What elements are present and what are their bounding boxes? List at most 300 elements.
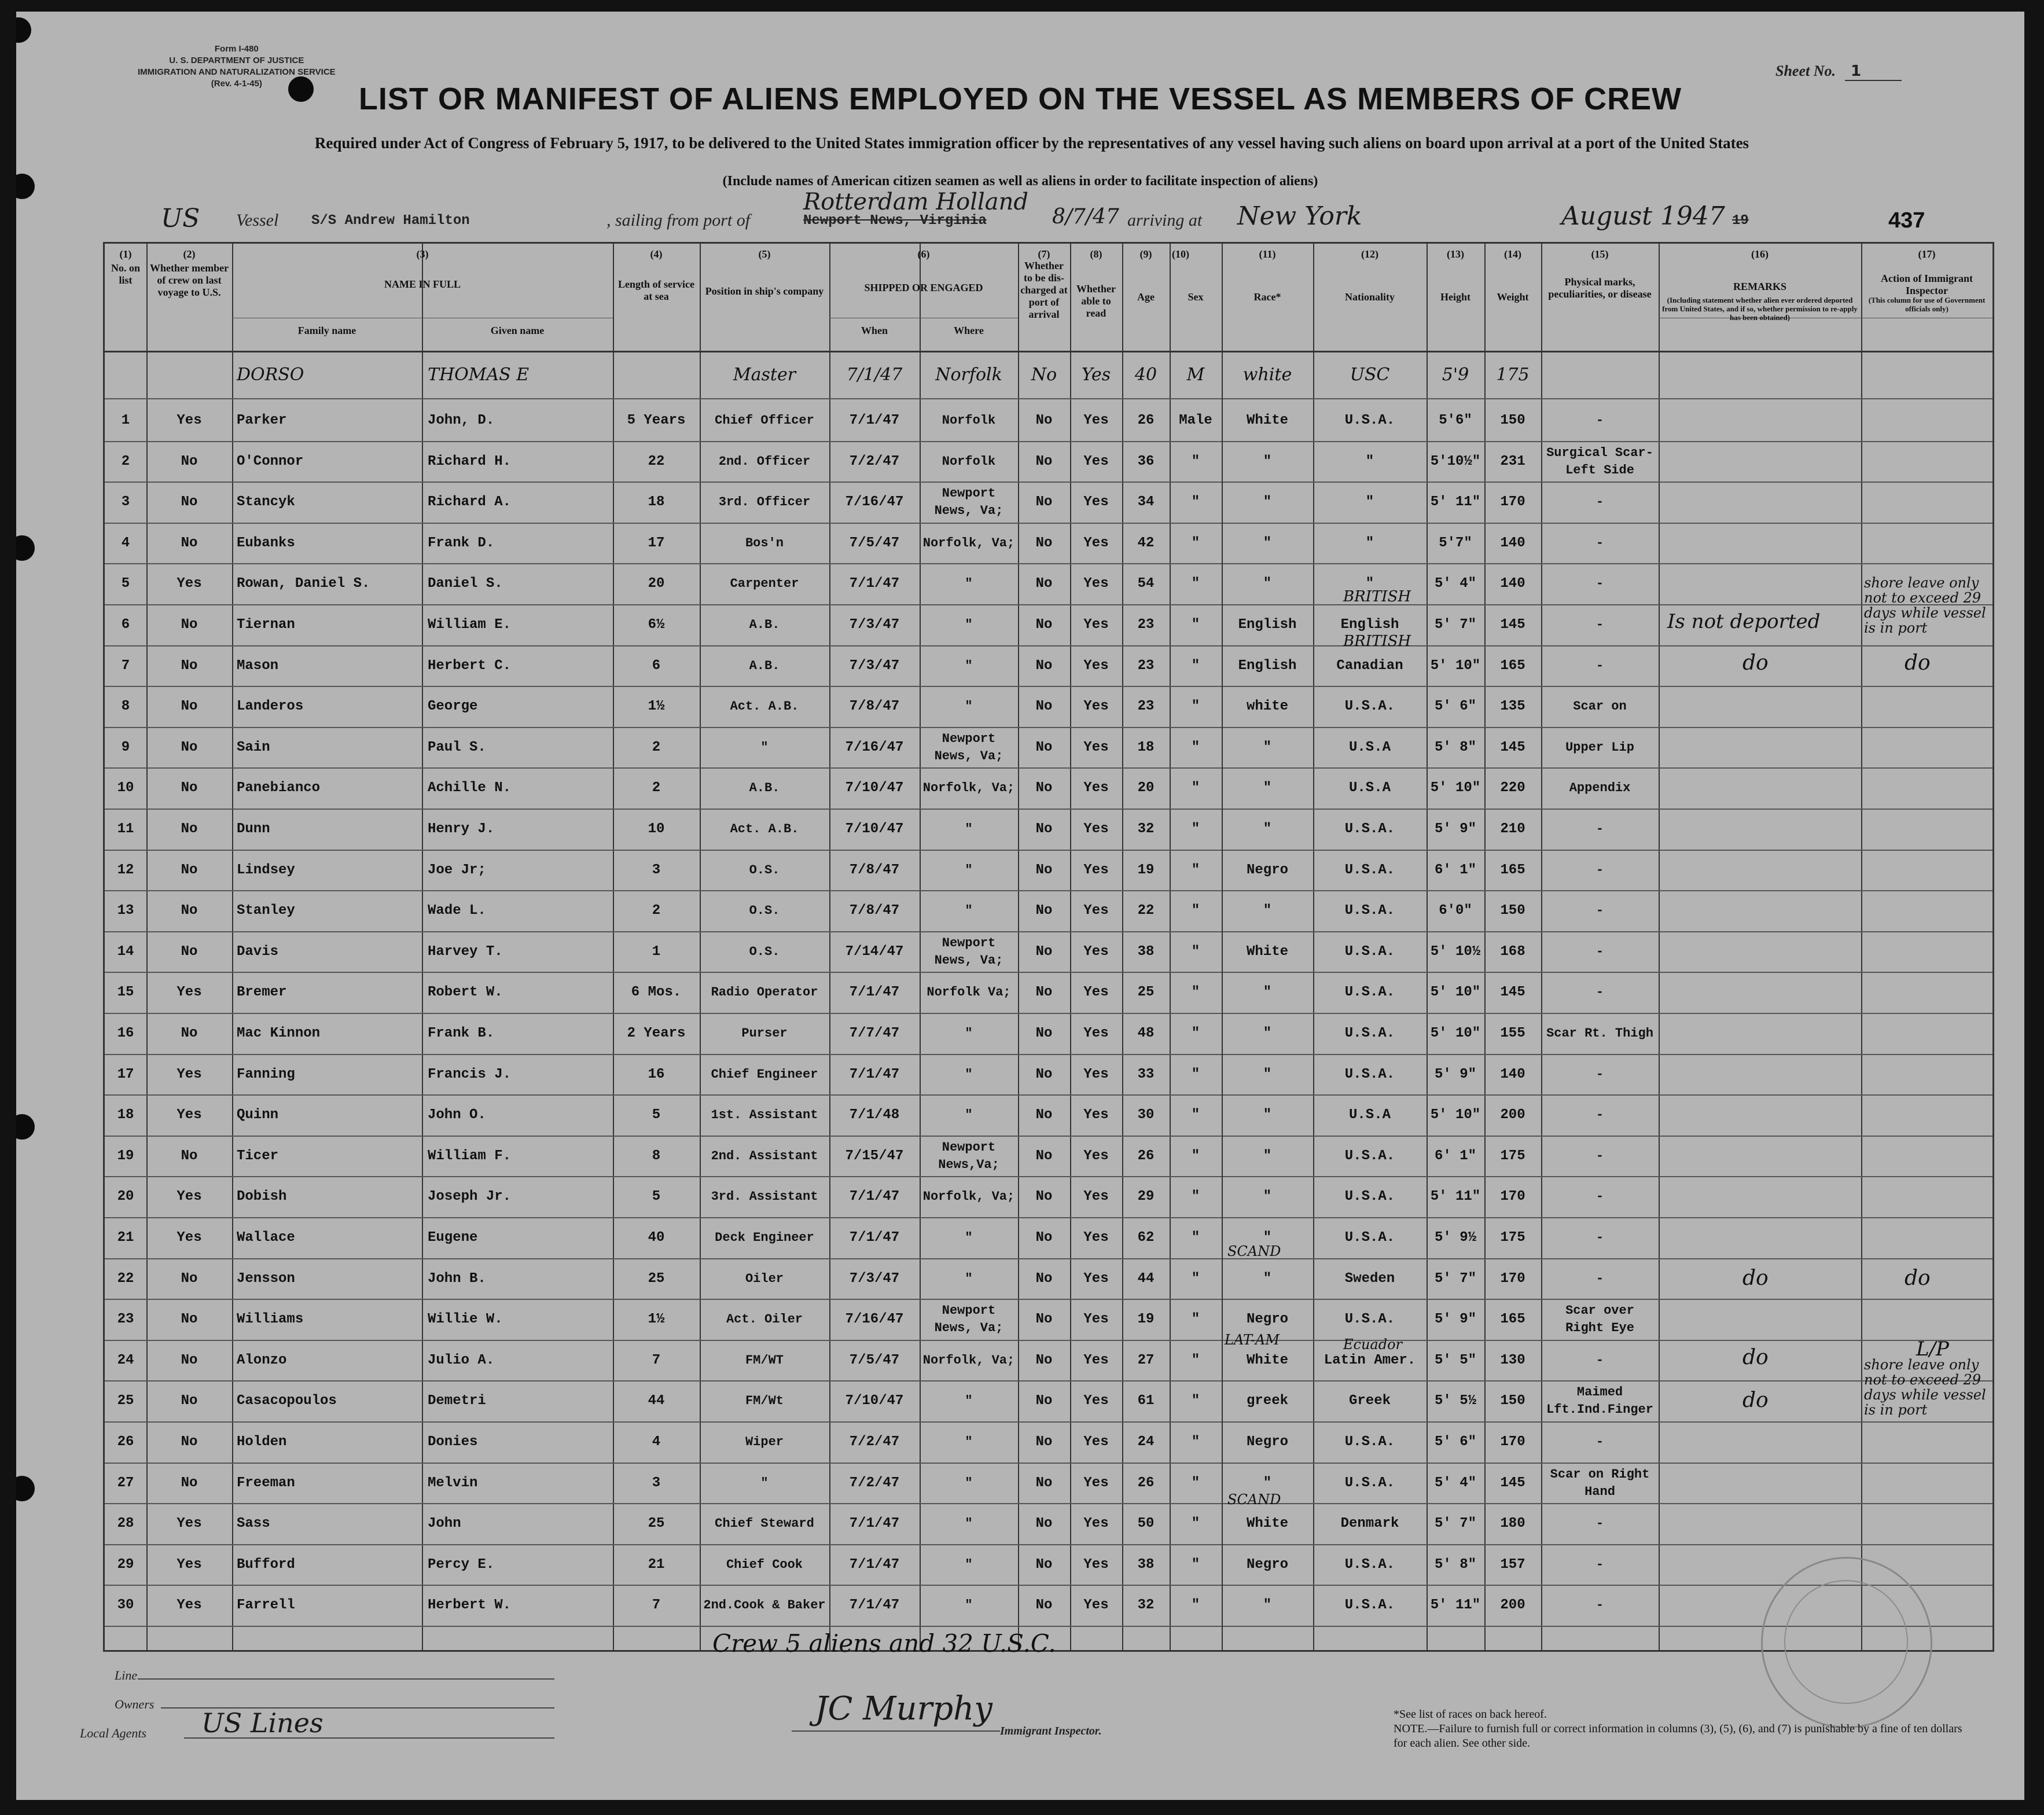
cell-service: 22 bbox=[648, 454, 665, 469]
cell-sex: " bbox=[1191, 454, 1200, 469]
cell-sex: " bbox=[1191, 903, 1200, 918]
cell-family: Bufford bbox=[237, 1557, 295, 1572]
arriving-label: arriving at bbox=[1127, 211, 1203, 230]
cell-given: William F. bbox=[428, 1148, 512, 1164]
cell-age: 26 bbox=[1137, 1148, 1155, 1164]
cell-age: 40 bbox=[1134, 365, 1157, 385]
cell-nat: U.S.A bbox=[1348, 1107, 1391, 1123]
cell-family: Fanning bbox=[237, 1067, 295, 1082]
cell-pos: A.B. bbox=[749, 617, 780, 632]
cell-where: Norfolk, Va; bbox=[922, 535, 1015, 550]
annotation-do-r7: do bbox=[1742, 651, 1769, 675]
cell-when: 7/15/47 bbox=[845, 1148, 904, 1164]
cell-pos: 3rd. Assistant bbox=[711, 1189, 818, 1204]
cell-marks: Maimed Lft.Ind.Finger bbox=[1546, 1384, 1653, 1417]
header-c16s: (Including statement whether alien ever ordered deported from United States, and if so, whether permission to re-apply has been obtained) bbox=[1662, 296, 1858, 322]
cell-sex: " bbox=[1191, 1434, 1200, 1450]
cell-last: Yes bbox=[177, 1230, 202, 1245]
cell-family: O'Connor bbox=[237, 454, 304, 469]
sailing-port-handwritten: Rotterdam Holland bbox=[803, 189, 1029, 215]
cell-pos: Deck Engineer bbox=[715, 1230, 814, 1245]
cell-marks: Appendix bbox=[1569, 780, 1631, 795]
cell-last: No bbox=[181, 1148, 198, 1164]
cell-no: 4 bbox=[121, 535, 130, 551]
cell-last: No bbox=[181, 535, 198, 551]
cell-marks: - bbox=[1596, 1107, 1604, 1122]
footnote-penalty: NOTE.—Failure to furnish full or correct information in columns (3), (5), (6), and (7) is punishable by a fine of ten dollars for each alien. See other side. bbox=[1394, 1722, 1962, 1750]
cell-read: Yes bbox=[1083, 1434, 1109, 1450]
cell-dis: No bbox=[1035, 494, 1053, 510]
footnote-races: *See list of races on back hereof. bbox=[1394, 1708, 1547, 1721]
cell-service: 25 bbox=[648, 1271, 665, 1287]
cell-service: 5 Years bbox=[627, 413, 686, 428]
cell-no: 19 bbox=[117, 1148, 134, 1164]
cell-marks: - bbox=[1596, 617, 1604, 632]
cell-marks: - bbox=[1596, 821, 1604, 836]
cell-family: DORSO bbox=[237, 365, 304, 385]
cell-weight: 175 bbox=[1500, 1148, 1525, 1164]
cell-read: Yes bbox=[1083, 576, 1109, 591]
cell-sex: " bbox=[1191, 1026, 1200, 1041]
cell-nat: Greek bbox=[1348, 1393, 1391, 1409]
cell-sex: Male bbox=[1179, 413, 1212, 428]
cell-last: No bbox=[181, 1311, 198, 1327]
cell-where: " bbox=[965, 1557, 973, 1572]
cell-height: 5' 8" bbox=[1434, 1557, 1476, 1572]
form-service: IMMIGRATION AND NATURALIZATION SERVICE bbox=[138, 67, 336, 77]
header-c16n: (16) bbox=[1751, 248, 1769, 260]
cell-no: 22 bbox=[117, 1271, 134, 1287]
cell-weight: 170 bbox=[1500, 1189, 1525, 1204]
cell-no: 10 bbox=[117, 780, 134, 796]
cell-weight: 165 bbox=[1500, 658, 1525, 674]
cell-when: 7/3/47 bbox=[849, 617, 900, 633]
cell-service: 5 bbox=[652, 1189, 661, 1204]
sailing-label: , sailing from port of bbox=[606, 211, 751, 230]
cell-service: 6 Mos. bbox=[631, 984, 682, 1000]
cell-pos: O.S. bbox=[749, 944, 780, 959]
cell-marks: - bbox=[1596, 1148, 1604, 1163]
inspector-label: Immigrant Inspector. bbox=[1000, 1725, 1102, 1737]
cell-marks: - bbox=[1596, 984, 1604, 1000]
cell-marks: Scar on bbox=[1573, 699, 1627, 714]
cell-pos: A.B. bbox=[749, 658, 780, 673]
cell-where: Norfolk bbox=[942, 454, 996, 469]
cell-last: Yes bbox=[177, 1557, 202, 1572]
cell-dis: No bbox=[1035, 1557, 1053, 1572]
cell-last: No bbox=[181, 1026, 198, 1041]
header-c14n: (14) bbox=[1504, 248, 1521, 260]
cell-service: 44 bbox=[648, 1393, 665, 1409]
cell-pos: Bos'n bbox=[745, 535, 784, 550]
cell-where: Newport News, Va; bbox=[934, 731, 1003, 763]
cell-pos: Act. A.B. bbox=[730, 821, 799, 836]
cell-sex: " bbox=[1191, 658, 1200, 674]
cell-weight: 155 bbox=[1500, 1026, 1525, 1041]
cell-service: 6½ bbox=[648, 617, 665, 633]
cell-family: Jensson bbox=[237, 1271, 295, 1287]
cell-age: 30 bbox=[1137, 1107, 1155, 1123]
column-rule bbox=[1070, 244, 1071, 1650]
cell-race: " bbox=[1263, 454, 1272, 469]
cell-nat: " bbox=[1365, 535, 1374, 551]
cell-age: 44 bbox=[1137, 1271, 1155, 1287]
cell-service: 1 bbox=[652, 944, 661, 960]
cell-read: Yes bbox=[1083, 944, 1109, 960]
cell-dis: No bbox=[1035, 658, 1053, 674]
cell-read: Yes bbox=[1083, 658, 1109, 674]
cell-service: 2 Years bbox=[627, 1026, 686, 1041]
cell-read: Yes bbox=[1083, 1271, 1109, 1287]
cell-age: 42 bbox=[1137, 535, 1155, 551]
cell-weight: 140 bbox=[1500, 1067, 1525, 1082]
cell-given: Harvey T. bbox=[428, 944, 503, 960]
cell-dis: No bbox=[1031, 365, 1057, 385]
cell-when: 7/16/47 bbox=[845, 494, 904, 510]
cell-weight: 165 bbox=[1500, 862, 1525, 878]
cell-dis: No bbox=[1035, 1353, 1053, 1368]
cell-dis: No bbox=[1035, 780, 1053, 796]
cell-dis: No bbox=[1035, 1393, 1053, 1409]
cell-height: 5' 6" bbox=[1434, 699, 1476, 714]
header-c4n: (4) bbox=[650, 248, 663, 260]
cell-read: Yes bbox=[1083, 1067, 1109, 1082]
cell-when: 7/1/47 bbox=[846, 365, 903, 385]
cell-weight: 200 bbox=[1500, 1597, 1525, 1613]
header-c6b: Where bbox=[954, 325, 984, 336]
cell-nat: U.S.A. bbox=[1344, 1597, 1395, 1613]
cell-given: Achille N. bbox=[428, 780, 512, 796]
cell-no: 1 bbox=[121, 413, 130, 428]
cell-dis: No bbox=[1035, 576, 1053, 591]
cell-when: 7/3/47 bbox=[849, 1271, 900, 1287]
header-c3a: Family name bbox=[297, 325, 356, 336]
cell-service: 2 bbox=[652, 780, 661, 796]
vessel-hand-mark: US bbox=[161, 204, 200, 233]
cell-weight: 170 bbox=[1500, 1434, 1525, 1450]
cell-sex: " bbox=[1191, 1107, 1200, 1123]
cell-family: Dobish bbox=[237, 1189, 287, 1204]
cell-where: Newport News,Va; bbox=[938, 1140, 999, 1172]
cell-where: " bbox=[965, 658, 973, 673]
cell-age: 34 bbox=[1137, 494, 1155, 510]
header-c10: Sex bbox=[1188, 291, 1204, 303]
cell-race: white bbox=[1246, 699, 1288, 714]
cell-where: " bbox=[965, 617, 973, 632]
cell-service: 21 bbox=[648, 1557, 665, 1572]
cell-family: Quinn bbox=[237, 1107, 279, 1123]
cell-family: Stancyk bbox=[237, 494, 295, 510]
cell-family: Sass bbox=[237, 1516, 270, 1531]
cell-when: 7/1/47 bbox=[849, 1597, 900, 1613]
cell-when: 7/2/47 bbox=[849, 1434, 900, 1450]
annotation-do-r25: do bbox=[1742, 1388, 1769, 1412]
cell-when: 7/10/47 bbox=[845, 821, 904, 837]
column-rule bbox=[1861, 244, 1862, 1650]
cell-no: 16 bbox=[117, 1026, 134, 1041]
cell-dis: No bbox=[1035, 1107, 1053, 1123]
cell-last: Yes bbox=[177, 1189, 202, 1204]
cell-family: Sain bbox=[237, 740, 270, 755]
cell-sex: " bbox=[1191, 780, 1200, 796]
cell-sex: " bbox=[1191, 1353, 1200, 1368]
sheet-number-label: Sheet No. bbox=[1775, 63, 1836, 79]
cell-no: 12 bbox=[117, 862, 134, 878]
header-c12: Nationality bbox=[1344, 291, 1395, 303]
cell-race: White bbox=[1246, 1353, 1288, 1368]
cell-dis: No bbox=[1035, 1271, 1053, 1287]
cell-dis: No bbox=[1035, 617, 1053, 633]
cell-no: 5 bbox=[121, 576, 130, 591]
cell-marks: - bbox=[1596, 1597, 1604, 1612]
cell-pos: Radio Operator bbox=[711, 984, 818, 1000]
cell-nat: U.S.A. bbox=[1344, 413, 1395, 428]
header-c12n: (12) bbox=[1361, 248, 1378, 260]
cell-sex: " bbox=[1191, 699, 1200, 714]
cell-dis: No bbox=[1035, 1189, 1053, 1204]
cell-race: Negro bbox=[1246, 862, 1288, 878]
column-rule bbox=[920, 244, 921, 1650]
cell-dis: No bbox=[1035, 821, 1053, 837]
cell-pos: Oiler bbox=[745, 1271, 784, 1286]
cell-marks: - bbox=[1596, 535, 1604, 550]
cell-when: 7/1/47 bbox=[849, 984, 900, 1000]
cell-service: 7 bbox=[652, 1353, 661, 1368]
column-rule bbox=[829, 244, 830, 1650]
cell-no: 11 bbox=[117, 821, 134, 837]
header-c11n: (11) bbox=[1259, 248, 1276, 260]
punch-hole bbox=[16, 1114, 35, 1140]
cell-height: 5' 5½ bbox=[1434, 1393, 1476, 1409]
cell-age: 26 bbox=[1137, 1475, 1155, 1491]
cell-weight: 145 bbox=[1500, 984, 1525, 1000]
cell-race: " bbox=[1263, 494, 1272, 510]
cell-when: 7/1/47 bbox=[849, 1516, 900, 1531]
punch-hole bbox=[16, 17, 31, 43]
header-c16: REMARKS bbox=[1733, 281, 1786, 292]
cell-when: 7/8/47 bbox=[849, 699, 900, 714]
cell-family: Dunn bbox=[237, 821, 270, 837]
subtitle: Required under Act of Congress of February 5, 1917, to be delivered to the United States immigration officer by the representatives of any vessel having such aliens on board upon arrival at a port of the United States bbox=[314, 134, 1749, 152]
cell-read: Yes bbox=[1083, 862, 1109, 878]
cell-height: 5' 11" bbox=[1430, 494, 1481, 510]
cell-family: Landeros bbox=[237, 699, 304, 714]
sheet-number-value: 1 bbox=[1845, 63, 1902, 81]
cell-read: Yes bbox=[1083, 1189, 1109, 1204]
cell-where: " bbox=[965, 1107, 973, 1122]
cell-race: Negro bbox=[1246, 1434, 1288, 1450]
cell-height: 5' 10" bbox=[1430, 1026, 1481, 1041]
header-c2n: (2) bbox=[183, 248, 196, 260]
cell-pos: 2nd. Assistant bbox=[711, 1148, 818, 1163]
cell-pos: 2nd. Officer bbox=[718, 454, 811, 469]
cell-nat: English bbox=[1340, 617, 1399, 633]
cell-pos: 2nd.Cook & Baker bbox=[703, 1597, 826, 1612]
cell-family: Tiernan bbox=[237, 617, 295, 633]
annotation-british1: BRITISH bbox=[1343, 588, 1411, 605]
cell-marks: - bbox=[1596, 1434, 1604, 1449]
cell-when: 7/2/47 bbox=[849, 1475, 900, 1491]
cell-nat: U.S.A bbox=[1348, 740, 1391, 755]
cell-marks: Surgical Scar-Left Side bbox=[1546, 445, 1653, 477]
cell-race: " bbox=[1263, 1189, 1272, 1204]
annotation-do-a7: do bbox=[1905, 651, 1931, 675]
cell-where: Newport News, Va; bbox=[934, 935, 1003, 968]
cell-where: " bbox=[965, 1230, 973, 1245]
cell-marks: - bbox=[1596, 1271, 1604, 1286]
cell-family: Lindsey bbox=[237, 862, 295, 878]
arrival-date: August 1947 bbox=[1561, 201, 1725, 231]
cell-weight: 220 bbox=[1500, 780, 1525, 796]
cell-where: Norfolk bbox=[935, 365, 1002, 385]
cell-given: John O. bbox=[428, 1107, 486, 1123]
cell-weight: 145 bbox=[1500, 740, 1525, 755]
cell-nat: " bbox=[1365, 494, 1374, 510]
header-c3b: Given name bbox=[490, 325, 545, 336]
cell-sex: " bbox=[1191, 494, 1200, 510]
cell-given: Paul S. bbox=[428, 740, 486, 755]
cell-last: No bbox=[181, 494, 198, 510]
cell-where: " bbox=[965, 1026, 973, 1041]
cell-sex: " bbox=[1191, 617, 1200, 633]
cell-height: 5'9 bbox=[1442, 365, 1469, 385]
cell-family: Parker bbox=[237, 413, 287, 428]
cell-no: 27 bbox=[117, 1475, 134, 1491]
cell-last: No bbox=[181, 862, 198, 878]
cell-marks: - bbox=[1596, 903, 1604, 918]
header-c3n: (3) bbox=[416, 248, 429, 260]
cell-where: " bbox=[965, 821, 973, 836]
cell-service: 3 bbox=[652, 1475, 661, 1491]
cell-height: 5' 4" bbox=[1434, 1475, 1476, 1491]
cell-given: Joseph Jr. bbox=[428, 1189, 512, 1204]
cell-height: 6' 1" bbox=[1434, 862, 1476, 878]
cell-family: Stanley bbox=[237, 903, 295, 918]
cell-service: 18 bbox=[648, 494, 665, 510]
cell-pos: Chief Engineer bbox=[711, 1067, 818, 1082]
cell-marks: Scar Rt. Thigh bbox=[1546, 1026, 1653, 1041]
cell-when: 7/5/47 bbox=[849, 535, 900, 551]
cell-race: greek bbox=[1246, 1393, 1288, 1409]
cell-when: 7/7/47 bbox=[849, 1026, 900, 1041]
cell-marks: - bbox=[1596, 862, 1604, 877]
cell-marks: Scar over Right Eye bbox=[1565, 1303, 1634, 1335]
cell-nat: U.S.A. bbox=[1344, 984, 1395, 1000]
cell-given: John, D. bbox=[428, 413, 495, 428]
cell-service: 40 bbox=[648, 1230, 665, 1245]
cell-given: Henry J. bbox=[428, 821, 495, 837]
cell-service: 7 bbox=[652, 1597, 661, 1613]
cell-when: 7/14/47 bbox=[845, 944, 904, 960]
cell-weight: 145 bbox=[1500, 617, 1525, 633]
header-c13n: (13) bbox=[1447, 248, 1464, 260]
cell-last: No bbox=[181, 617, 198, 633]
cell-nat: Latin Amer. bbox=[1324, 1353, 1416, 1368]
cell-given: Joe Jr; bbox=[428, 862, 486, 878]
cell-service: 6 bbox=[652, 658, 661, 674]
cell-read: Yes bbox=[1083, 780, 1109, 796]
cell-weight: 170 bbox=[1500, 1271, 1525, 1287]
column-rule bbox=[1484, 244, 1486, 1650]
cell-no: 9 bbox=[121, 740, 130, 755]
cell-when: 7/3/47 bbox=[849, 658, 900, 674]
punch-hole bbox=[16, 535, 35, 561]
owners-value: US Lines bbox=[201, 1707, 323, 1739]
column-rule bbox=[1427, 244, 1428, 1650]
vessel-line bbox=[149, 189, 1972, 236]
form-number: Form I-480 bbox=[214, 44, 259, 54]
cell-height: 5' 4" bbox=[1434, 576, 1476, 591]
cell-last: No bbox=[181, 1393, 198, 1409]
cell-weight: 150 bbox=[1500, 413, 1525, 428]
cell-family: Eubanks bbox=[237, 535, 295, 551]
cell-last: No bbox=[181, 1475, 198, 1491]
cell-weight: 140 bbox=[1500, 535, 1525, 551]
cell-weight: 130 bbox=[1500, 1353, 1525, 1368]
column-rule bbox=[1659, 244, 1660, 1650]
cell-family: Freeman bbox=[237, 1475, 295, 1491]
cell-no: 28 bbox=[117, 1516, 134, 1531]
cell-weight: 157 bbox=[1500, 1557, 1525, 1572]
annotation-lp: L/P bbox=[1916, 1338, 1949, 1361]
cell-sex: " bbox=[1191, 1557, 1200, 1572]
cell-given: Richard A. bbox=[428, 494, 512, 510]
cell-pos: O.S. bbox=[749, 903, 780, 918]
cell-weight: 231 bbox=[1500, 454, 1525, 469]
cell-race: White bbox=[1246, 413, 1288, 428]
cell-height: 5'6" bbox=[1439, 413, 1472, 428]
cell-read: Yes bbox=[1083, 454, 1109, 469]
cell-pos: FM/WT bbox=[745, 1353, 784, 1368]
cell-given: Donies bbox=[428, 1434, 478, 1450]
cell-race: " bbox=[1263, 1597, 1272, 1613]
cell-marks: - bbox=[1596, 413, 1604, 428]
cell-read: Yes bbox=[1083, 1311, 1109, 1327]
cell-no: 26 bbox=[117, 1434, 134, 1450]
cell-last: No bbox=[181, 740, 198, 755]
cell-nat: U.S.A. bbox=[1344, 1148, 1395, 1164]
cell-given: Demetri bbox=[428, 1393, 486, 1409]
cell-age: 25 bbox=[1137, 984, 1155, 1000]
cell-given: Melvin bbox=[428, 1475, 478, 1491]
cell-pos: FM/Wt bbox=[745, 1393, 784, 1408]
cell-marks: - bbox=[1596, 1353, 1604, 1368]
cell-read: Yes bbox=[1083, 1557, 1109, 1572]
header-c17s: (This column for use of Government officials only) bbox=[1868, 296, 1986, 313]
agents-label: Local Agents bbox=[80, 1726, 147, 1740]
cell-nat: U.S.A. bbox=[1344, 1557, 1395, 1572]
cell-when: 7/10/47 bbox=[845, 780, 904, 796]
cell-when: 7/16/47 bbox=[845, 1311, 904, 1327]
cell-read: Yes bbox=[1083, 984, 1109, 1000]
annotation-do-a22: do bbox=[1905, 1266, 1931, 1290]
cell-sex: " bbox=[1191, 1230, 1200, 1245]
cell-nat: USC bbox=[1350, 365, 1390, 385]
cell-service: 10 bbox=[648, 821, 665, 837]
cell-last: No bbox=[181, 658, 198, 674]
agents-rule bbox=[184, 1737, 554, 1739]
cell-family: Panebianco bbox=[237, 780, 321, 796]
cell-last: No bbox=[181, 821, 198, 837]
cell-given: Herbert C. bbox=[428, 658, 512, 674]
cell-no: 23 bbox=[117, 1311, 134, 1327]
cell-sex: " bbox=[1191, 862, 1200, 878]
cell-where: " bbox=[965, 903, 973, 918]
cell-race: English bbox=[1238, 617, 1297, 633]
header-c5n: (5) bbox=[758, 248, 771, 260]
punch-hole bbox=[16, 1476, 35, 1501]
annotation-ecuador: Ecuador bbox=[1343, 1336, 1403, 1353]
